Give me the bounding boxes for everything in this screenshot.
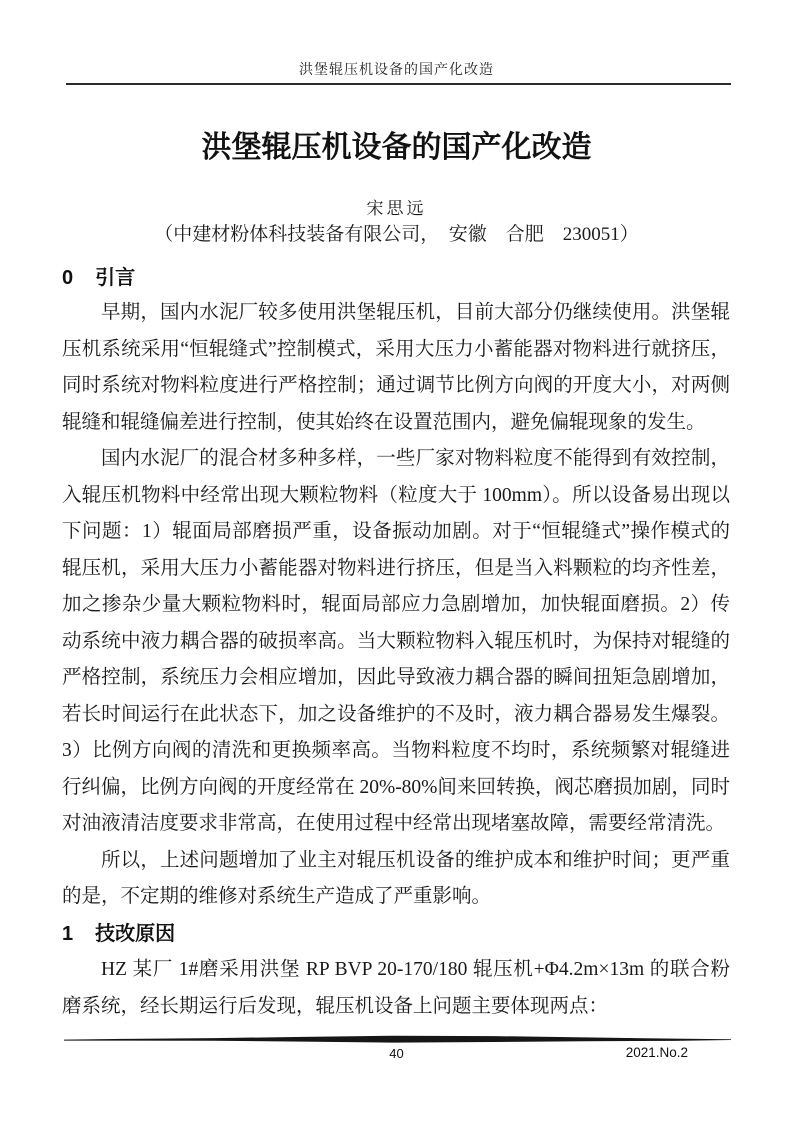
section-number: 1 [62,922,74,945]
paragraph: HZ 某厂 1#磨采用洪堡 RP BVP 20-170/180 辊压机+Φ4.2m×13m 的联合粉磨系统，经长期运行后发现，辊压机设备上问题主要体现两点： [62,959,730,1017]
affiliation: （中建材粉体科技装备有限公司， 安徽 合肥 230051） [154,224,639,245]
page-number: 40 [389,1046,404,1061]
section-number: 0 [62,267,74,289]
section-title: 引言 [95,267,136,289]
header-rule [66,83,731,85]
running-header: 洪堡辊压机设备的国产化改造 [299,63,494,78]
paragraph: 早期，国内水泥厂较多使用洪堡辊压机，目前大部分仍继续使用。洪堡辊压机系统采用“恒辊缝式”控制模式，采用大压力小蓄能器对物料进行就挤压，同时系统对物料粒度进行严格控制；通过调节比例方向阀的开度大小，对两侧辊缝和辊缝偏差进行控制，使其始终在设置范围内，避免偏辊现象的发生。 [62,302,730,433]
section-title: 技改原因 [95,922,176,945]
footer-rule [64,1035,731,1044]
paragraph: 所以，上述问题增加了业主对辊压机设备的维护成本和维护时间；更严重的是，不定期的维修对系统生产造成了严重影响。 [62,849,730,907]
paragraph: 国内水泥厂的混合材多种多样，一些厂家对物料粒度不能得到有效控制，入辊压机物料中经常出现大颗粒物料（粒度大于 100mm）。所以设备易出现以下问题：1）辊面局部磨损严重，设备振动加剧。对于“恒辊缝式”操作模式的辊压机，采用大压力小蓄能器对物料进行挤压，但是当入料颗粒的均齐性差，加之掺杂少量大颗粒物料时，辊面局部应力急剧增加，加快辊面磨损。2）传动系统中液力耦合器的破损率高。当大颗粒物料入辊压机时，为保持对辊缝的严格控制，系统压力会相应增加，因此导致液力耦合器的瞬间扭矩急剧增加，若长时间运行在此状态下，加之设备维护的不及时，液力耦合器易发生爆裂。3）比例方向阀的清洗和更换频率高。当物料粒度不均时，系统频繁对辊缝进行纠偏，比例方向阀的开度经常在 20%-80%间来回转换，阀芯磨损加剧，同时对油液清洁度要求非常高，在使用过程中经常出现堵塞故障，需要经常清洗。 [62,448,730,834]
issue-number: 2021.No.2 [625,1045,688,1060]
author: 宋思远 [366,199,427,218]
section-heading-reasons [62,916,730,953]
section-heading-intro [62,261,135,290]
body-text [62,295,730,1025]
page-title: 洪堡辊压机设备的国产化改造 [201,131,592,164]
